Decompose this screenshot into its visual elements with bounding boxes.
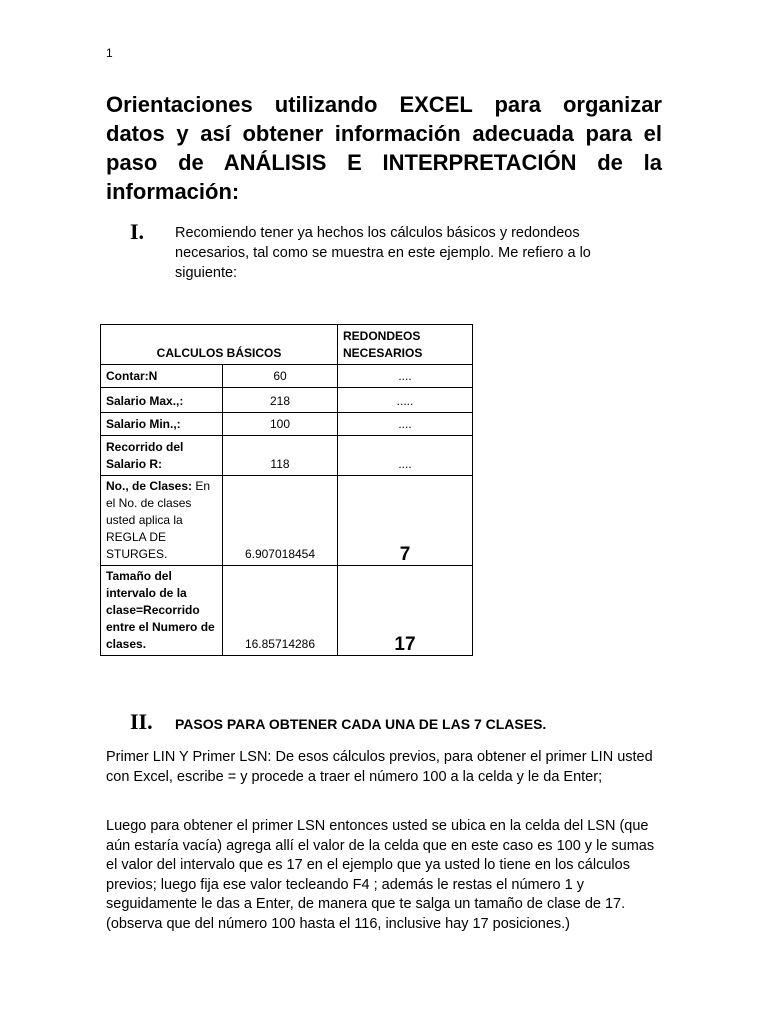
section-2-numeral: II. (130, 709, 153, 734)
row-value: 100 (223, 413, 338, 436)
section-1-text: Recomiendo tener ya hechos los cálculos básicos y redondeos necesarios, tal como se muestra en este ejemplo. Me refiero a lo siguiente: (175, 225, 591, 281)
row-rounded: 7 (338, 476, 473, 566)
row-label-rest: En el No. de clases usted aplica la REGLA DE STURGES. (106, 479, 211, 561)
row-label: Salario Min.,: (101, 413, 223, 436)
row-value: 60 (223, 365, 338, 388)
document-title: Orientaciones utilizando EXCEL para organizar datos y así obtener información adecuada para el paso de ANÁLISIS E INTERPRETACIÓN de la información: (106, 92, 662, 204)
table-row (101, 365, 473, 388)
row-value: 118 (223, 436, 338, 476)
header-basic-calculations: CALCULOS BÁSICOS (101, 325, 338, 365)
row-label: Contar:N (101, 365, 223, 388)
table-header-row (101, 325, 473, 365)
row-value: 16.85714286 (223, 566, 338, 656)
row-rounded: .... (338, 413, 473, 436)
row-rounded: .... (338, 365, 473, 388)
row-rounded: .... (338, 436, 473, 476)
paragraph: Primer LIN Y Primer LSN: De esos cálculos previos, para obtener el primer LIN usted con Excel, escribe = y procede a traer el número 100 a la celda y le da Enter; (106, 749, 653, 785)
page-number: 1 (106, 46, 113, 60)
row-rounded: ..... (338, 388, 473, 413)
table-row (101, 436, 473, 476)
row-value: 6.907018454 (223, 476, 338, 566)
header-rounding: REDONDEOS NECESARIOS (338, 325, 473, 365)
table-row (101, 566, 473, 656)
paragraph: Luego para obtener el primer LSN entonces usted se ubica en la celda del LSN (que aún estaría vacía) agrega allí el valor de la celda que en este caso es 100 y le sumas el valor del intervalo que es 17 en el ejemplo que ya usted lo tiene en los cálculos previos; luego fija ese valor tecleando F4 ; además le restas el número 1 y seguidamente le das a Enter, de manera que te salga un tamaño de clase de 17. (observa que del número 100 hasta el 116, inclusive hay 17 posiciones.) (106, 818, 655, 932)
row-label: Tamaño del intervalo de la clase=Recorrido entre el Numero de clases. (101, 566, 223, 656)
table-row (101, 476, 473, 566)
table-row (101, 388, 473, 413)
table-row (101, 413, 473, 436)
row-rounded: 17 (338, 566, 473, 656)
row-label-bold: No., de Clases: (106, 479, 193, 493)
row-label: Salario Max.,: (101, 388, 223, 413)
row-label: Recorrido del Salario R: (101, 436, 223, 476)
basic-calculations-table (100, 324, 473, 656)
section-1-numeral: I. (130, 219, 145, 244)
row-value: 218 (223, 388, 338, 413)
section-2-heading: PASOS PARA OBTENER CADA UNA DE LAS 7 CLASES. (175, 716, 547, 732)
row-label (101, 476, 223, 566)
